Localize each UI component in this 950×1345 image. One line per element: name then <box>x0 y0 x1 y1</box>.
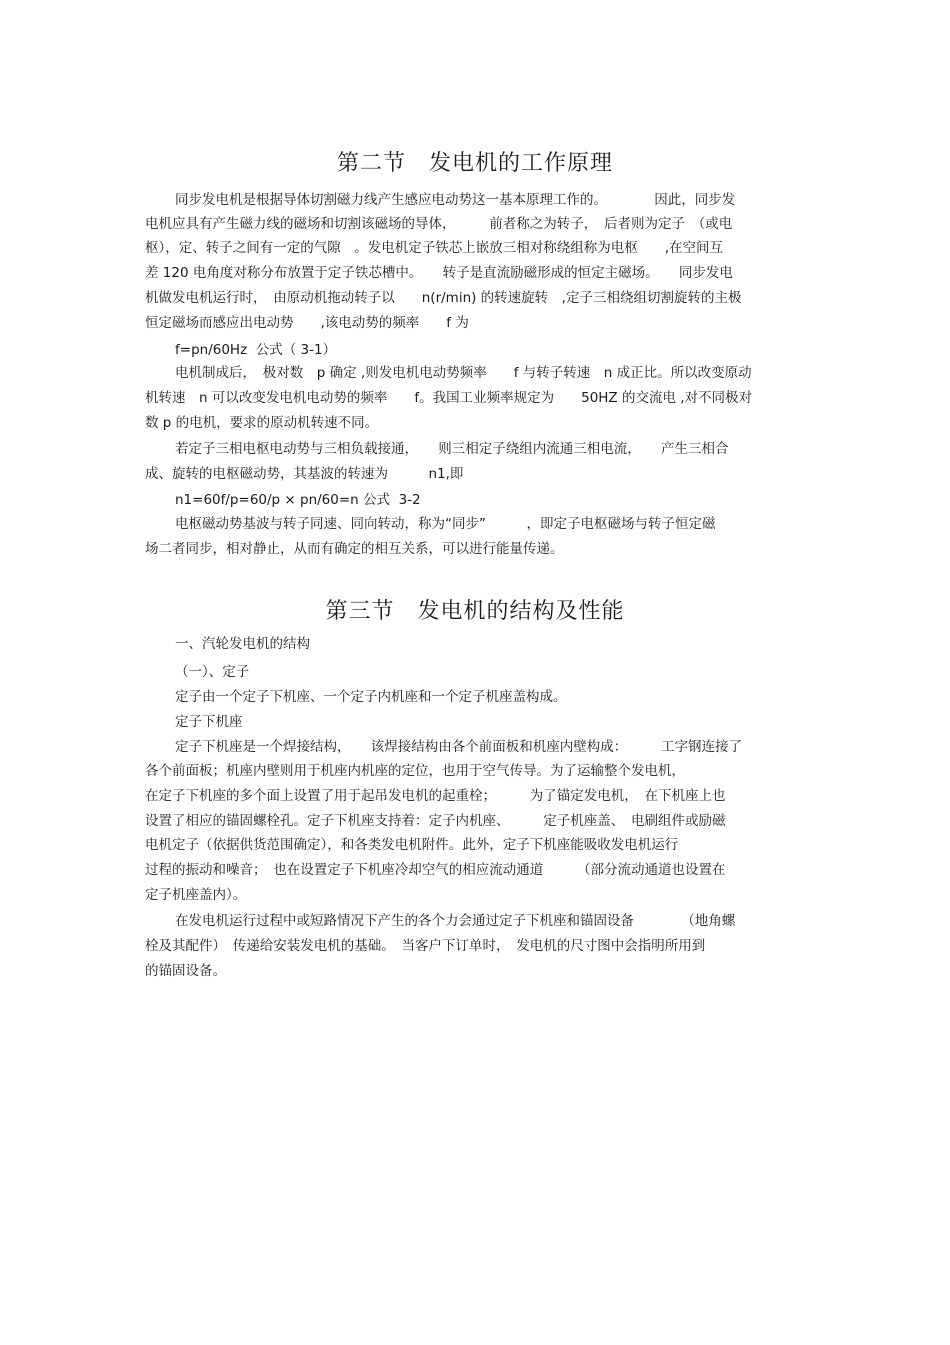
section-2-line: 电枢磁动势基波与转子同速、同向转动，称为“同步” ，即定子电枢磁场与转子恒定磁 <box>175 516 716 532</box>
section-3-line: 各个前面板；机座内壁则用于机座内机座的定位，也用于空气传导。为了运输整个发电机， <box>145 763 685 779</box>
section-3-line: 过程的振动和噪音； 也在设置定子下机座冷却空气的相应流动通道 （部分流动通道也设置在 <box>145 862 726 878</box>
section-3-line: 定子下机座是一个焊接结构， 该焊接结构由各个前面板和机座内壁构成： 工字钢连接了 <box>175 739 742 755</box>
section-2-line: 场二者同步，相对静止，从而有确定的相互关系，可以进行能量传递。 <box>145 541 564 557</box>
section-3-subheading: （一）、定子 <box>175 664 250 680</box>
section-3-line: 设置了相应的锚固螺栓孔。定子下机座支持着：定子内机座、 定子机座盖、 电刷组件或励磁 <box>145 813 726 829</box>
section-2-line: 成、旋转的电枢磁动势，其基波的转速为 n1,即 <box>145 466 464 482</box>
section-3-line: 的锚固设备。 <box>145 963 226 979</box>
section-3-title: 第三节 发电机的结构及性能 <box>325 599 625 624</box>
section-2-line: 机做发电机运行时， 由原动机拖动转子以 n(r/min) 的转速旋转 ,定子三相绕组切割旋转的主极 <box>145 290 742 306</box>
section-3-heading-1: 一、汽轮发电机的结构 <box>175 636 310 652</box>
section-3-subheading: 定子下机座 <box>175 714 243 730</box>
section-2-line: 恒定磁场而感应出电动势 ,该电动势的频率 f 为 <box>145 315 469 331</box>
section-2-line: 差 120 电角度对称分布放置于定子铁芯槽中。 转子是直流励磁形成的恒定主磁场。 同步发电 <box>145 265 733 281</box>
section-2-line: 电机制成后， 极对数 p 确定 ,则发电机电动势频率 f 与转子转速 n 成正比。所以改变原动 <box>175 365 752 381</box>
formula-3-2: n1=60f/p=60/p × pn/60=n 公式 3-2 <box>175 492 421 508</box>
section-2-line: 数 p 的电机，要求的原动机转速不同。 <box>145 415 379 431</box>
section-2-line: 同步发电机是根据导体切割磁力线产生感应电动势这一基本原理工作的。 因此，同步发 <box>175 192 736 208</box>
section-3-line: 在发电机运行过程中或短路情况下产生的各个力会通过定子下机座和锚固设备 （地角螺 <box>175 913 736 929</box>
section-3-line: 定子机座盖内）。 <box>145 887 247 903</box>
section-2-line: 枢），定、转子之间有一定的气隙 。发电机定子铁芯上嵌放三相对称绕组称为电枢 ,在空间互 <box>145 240 724 256</box>
section-2-line: 电机应具有产生磁力线的磁场和切割该磁场的导体， 前者称之为转子， 后者则为定子 （或电 <box>145 216 733 232</box>
section-3-line: 电机定子（依据供货范围确定），和各类发电机附件。此外，定子下机座能吸收发电机运行 <box>145 837 679 853</box>
section-3-line: 在定子下机座的多个面上设置了用于起吊发电机的起重栓； 为了锚定发电机， 在下机座上也 <box>145 788 726 804</box>
section-2-title: 第二节 发电机的工作原理 <box>336 151 613 176</box>
section-2-line: 若定子三相电枢电动势与三相负载接通， 则三相定子绕组内流通三相电流， 产生三相合 <box>175 441 729 457</box>
section-3-line: 栓及其配件） 传递给安装发电机的基础。 当客户下订单时， 发电机的尺寸图中会指明所用到 <box>145 938 706 954</box>
section-2-line: 机转速 n 可以改变发电机电动势的频率 f。我国工业频率规定为 50HZ 的交流电 ,对不同极对 <box>145 390 753 406</box>
formula-3-1: f=pn/60Hz 公式（ 3-1） <box>175 342 337 358</box>
section-3-line: 定子由一个定子下机座、一个定子内机座和一个定子机座盖构成。 <box>175 689 567 705</box>
